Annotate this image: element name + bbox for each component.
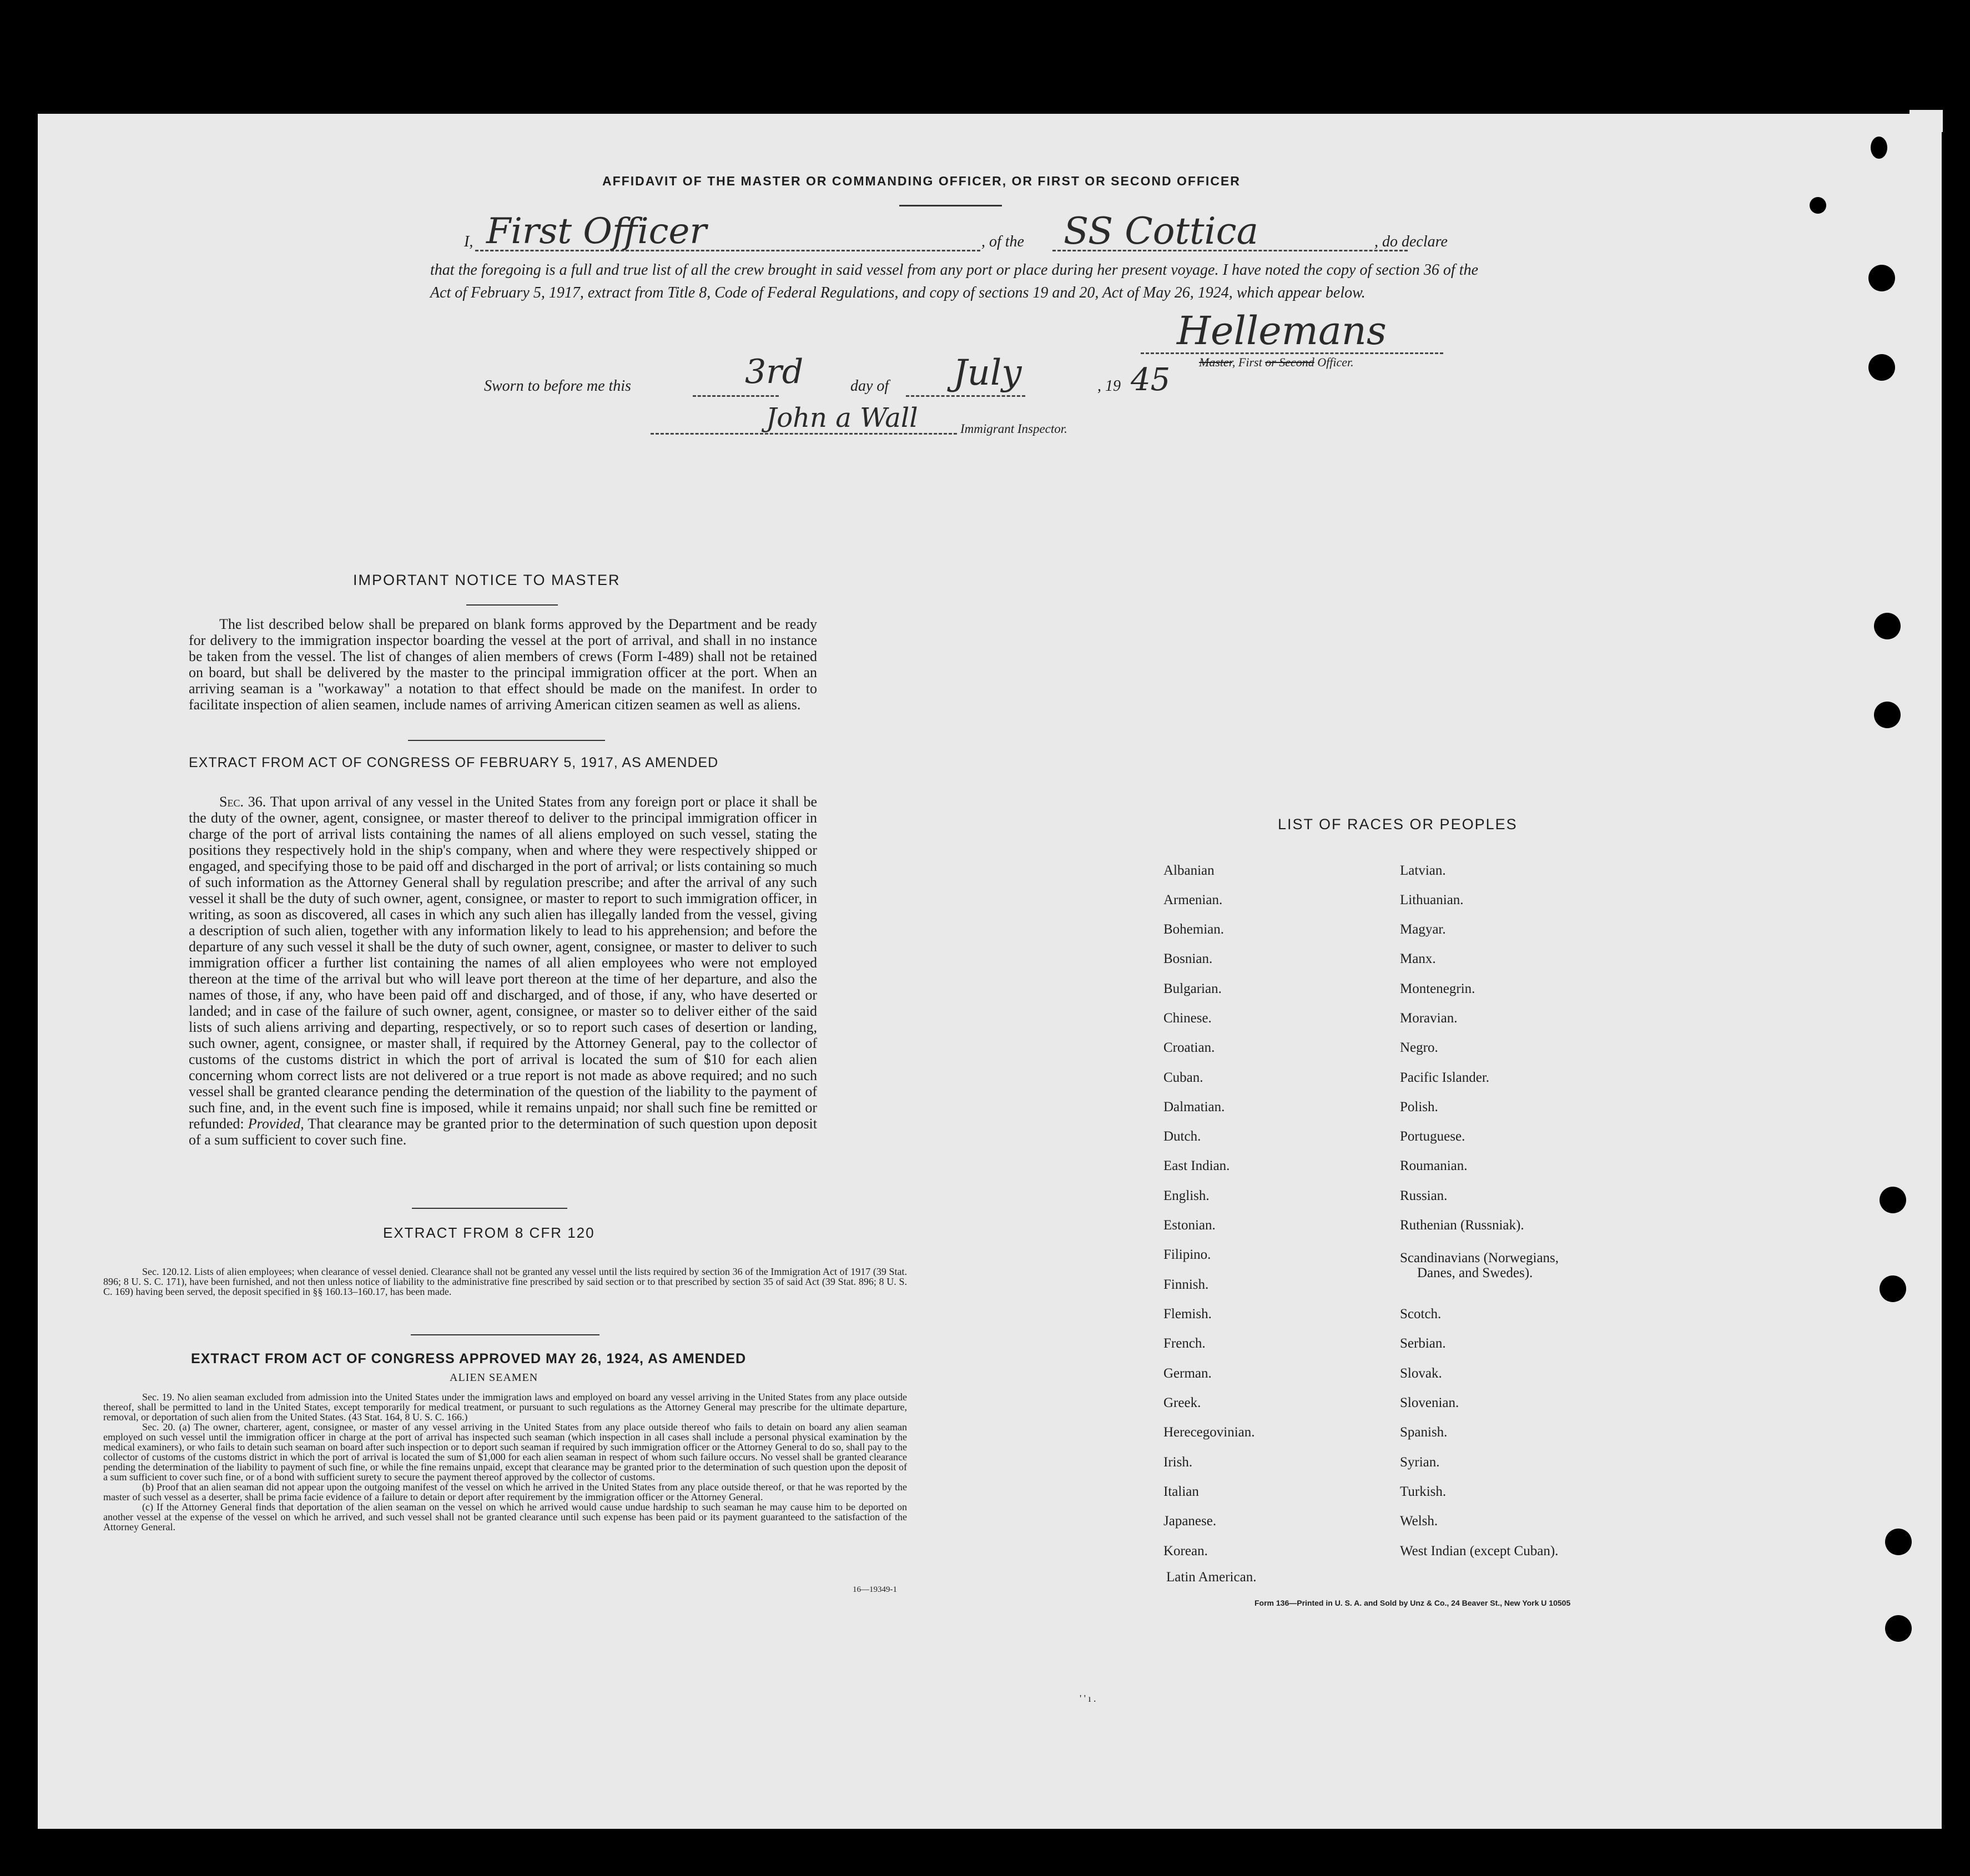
race-item: French. — [1163, 1336, 1206, 1351]
year-printed: , 19 — [1097, 377, 1121, 395]
extract1917-rule — [412, 1208, 567, 1209]
inspector-signature: John a Wall — [766, 402, 918, 433]
act1924-body — [103, 1392, 907, 1532]
act1924-heading: EXTRACT FROM ACT OF CONGRESS APPROVED MAY 26, 1924, AS AMENDED — [191, 1351, 747, 1366]
race-item: Ruthenian (Russniak). — [1400, 1218, 1524, 1233]
race-item: Roumanian. — [1400, 1158, 1468, 1173]
caption-master-struck: Master — [1199, 355, 1232, 369]
affidavit-body: that the foregoing is a full and true list of all the crew brought in said vessel from any port or place during her present voyage. I have noted the copy of section 36 of the Act of February 5, 1917, extract from Title 8, Code of Federal Regulations, and copy of sections 19 and 20, Act of May 26, 1924, which appear below. — [430, 261, 1478, 301]
race-item: Scandinavians (Norwegians, — [1400, 1250, 1559, 1265]
race-item: Portuguese. — [1400, 1129, 1465, 1144]
race-item: Bosnian. — [1163, 951, 1213, 966]
race-item: Polish. — [1400, 1100, 1438, 1114]
race-item: Slovenian. — [1400, 1395, 1459, 1410]
notice-heading: IMPORTANT NOTICE TO MASTER — [353, 572, 621, 588]
race-item: Bohemian. — [1163, 922, 1225, 937]
race-item: Bulgarian. — [1163, 981, 1222, 996]
day-blank — [693, 395, 779, 397]
punch-hole — [1885, 1529, 1912, 1555]
punch-hole — [1868, 354, 1895, 381]
race-item: Cuban. — [1163, 1070, 1203, 1085]
cfr-rule — [411, 1334, 599, 1335]
race-item: Latin American. — [1166, 1570, 1257, 1585]
notice-body: The list described below shall be prepared on blank forms approved by the Department and be ready for delivery to the immigration inspector boarding the vessel at the port of arrival, and shall in no instance be taken from the vessel. The list of changes of alien members of crews (Form I-489) shall not be retained on board, but shall be delivered by the master to the principal immigration officer at the port. When an arriving seaman is a "workaway" a notation to that effect should be made on the manifest. In order to facilitate inspection of alien seamen, include names of arriving American citizen seamen as well as aliens. — [189, 616, 817, 713]
sec19-text: Sec. 19. No alien seaman excluded from admission into the United States under the immigration laws and employed on board any vessel arriving in the United States from any place outside thereof, shall be permitted to land in the United States, except temporarily for medical treatment, or pursuant to such regulations as the Attorney General may prescribe for the ultimate departure, removal, or deportation of such alien from the United States. (43 Stat. 164, 8 U. S. C. 166.) — [103, 1391, 907, 1423]
do-declare-label: , do declare — [1374, 233, 1448, 250]
month-blank — [906, 395, 1025, 397]
inspector-caption: Immigrant Inspector. — [960, 422, 1067, 436]
race-item: Albanian — [1163, 863, 1215, 878]
race-item: East Indian. — [1163, 1158, 1230, 1173]
race-item: Dutch. — [1163, 1129, 1201, 1144]
race-item: Korean. — [1163, 1544, 1208, 1559]
sec20a-text: Sec. 20. (a) The owner, charterer, agent, consignee, or master of any vessel arriving in the United States from any place outside thereof who fails to detain on board any alien seaman employed on such vessel until the immigration officer in charge at the port of arrival has inspected such seaman (which inspection in all cases shall include a personal physical examination by the medical examiners), or who fails to detain such seaman on board after such inspection or to deport such seaman if required by such immigration officer or the Attorney General to do so, shall pay to the collector of customs of the customs district in which the port of arrival is located the sum of $1,000 for each alien seaman in respect of whom such failure occurs. No vessel shall be granted clearance pending the determination of the liability to payment of such fine, or while the fine remains unpaid, except that clearance may be granted prior to the determination of such question upon the deposit of a sum sufficient to cover such fine, or of a bond with sufficient surety to secure the payment thereof approved by the collector of customs. — [103, 1421, 907, 1482]
race-item: Russian. — [1400, 1188, 1448, 1203]
act1924-subheading: ALIEN SEAMEN — [450, 1371, 538, 1384]
extract1917-body — [189, 794, 817, 1148]
race-item: Slovak. — [1400, 1366, 1442, 1381]
race-item: Lithuanian. — [1400, 892, 1464, 907]
race-item: Scotch. — [1400, 1307, 1442, 1322]
race-item: Magyar. — [1400, 922, 1446, 937]
affidavit-heading: AFFIDAVIT OF THE MASTER OR COMMANDING OFFICER, OR FIRST OR SECOND OFFICER — [602, 174, 1241, 188]
punch-hole — [1810, 197, 1826, 214]
punch-hole — [1868, 265, 1895, 291]
caption-second-struck: or Second — [1265, 355, 1314, 369]
form-code: 16—19349-1 — [853, 1585, 897, 1594]
caption-first: , First — [1232, 355, 1266, 369]
day-handwritten: 3rd — [745, 352, 804, 391]
sworn-prefix: Sworn to before me this — [484, 377, 631, 395]
race-item: Manx. — [1400, 951, 1436, 966]
page-mark: ' ' ı . — [1080, 1693, 1096, 1704]
officer-handwritten: First Officer — [486, 211, 707, 252]
race-item: Italian — [1163, 1484, 1199, 1499]
race-item: Filipino. — [1163, 1247, 1211, 1262]
notice-rule — [466, 604, 558, 606]
race-item: Welsh. — [1400, 1514, 1438, 1529]
affidavit-heading-rule — [899, 205, 1002, 206]
month-handwritten: July — [953, 352, 1022, 394]
race-item: Pacific Islander. — [1400, 1070, 1490, 1085]
punch-hole — [1880, 1275, 1906, 1302]
of-the-label: , of the — [981, 233, 1024, 250]
signature-caption — [1199, 355, 1354, 370]
race-item: Spanish. — [1400, 1425, 1448, 1440]
footer-form: Form 136—Printed in U. S. A. and Sold by Unz & Co., 24 Beaver St., New York U 10505 — [1254, 1598, 1571, 1607]
race-item: German. — [1163, 1366, 1212, 1381]
race-item: Danes, and Swedes). — [1417, 1265, 1533, 1280]
notice-bottom-rule — [408, 740, 605, 741]
sec36-text: That upon arrival of any vessel in the United States from any foreign port or place it shall be the duty of the owner, agent, consignee, or master thereof to deliver to the principal immigration officer in charge of the port of arrival lists containing the names of all aliens employed on such vessel, stating the positions they respectively hold in the ship's company, when and where they were respectively shipped or engaged, and specifying those to be paid off and discharged in the port of arrival; or lists containing so much of such information as the Attorney General shall by regulation prescribe; and after the arrival of any such vessel it shall be the duty of such owner, agent, consignee, or master to report to such immigration officer, in writing, as soon as discovered, all cases in which any such alien has illegally landed from the vessel, giving a description of such alien, together with any information likely to lead to his apprehension; and before the departure of any such vessel it shall be the duty of such owner, agent, consignee, or master to deliver to such immigration officer a further list containing the names of all alien employees who were not employed thereon at the time of the arrival but who will leave port thereon at the time of her departure, and also the names of those, if any, who have been paid off and discharged, and of those, if any, who have deserted or landed; and in case of the failure of such owner, agent, consignee, or master so to deliver either of the said lists of such aliens arriving and departing, respectively, or so to report such cases of desertion or landing, such owner, agent, consignee, or master shall, if required by the Attorney General, pay to the collector of customs of the customs district in which the port of arrival is located the sum of $10 for each alien concerning whom correct lists are not delivered or a true report is not made as above required; and no such vessel shall be granted clearance pending the determination of the question of the liability to the payment of such fine, and, in the event such fine is imposed, while it remains unpaid; nor shall such fine be remitted or refunded: — [189, 794, 817, 1132]
race-item: Flemish. — [1163, 1307, 1212, 1322]
race-item: English. — [1163, 1188, 1210, 1203]
paper-corner — [1909, 110, 1943, 132]
punch-hole — [1874, 702, 1901, 728]
race-item: Estonian. — [1163, 1218, 1216, 1233]
line1-prefix: I, — [464, 233, 473, 250]
race-item: Japanese. — [1163, 1514, 1217, 1529]
race-item: Serbian. — [1400, 1336, 1446, 1351]
inspector-blank — [651, 433, 957, 435]
race-item: Greek. — [1163, 1395, 1201, 1410]
race-item: Herecegovinian. — [1163, 1425, 1255, 1440]
signature-blank — [1141, 352, 1443, 354]
punch-hole — [1874, 613, 1901, 639]
race-item: Latvian. — [1400, 863, 1446, 878]
sec36-label: Sec. 36. — [219, 794, 266, 810]
race-item: Armenian. — [1163, 892, 1223, 907]
punch-hole — [1885, 1615, 1912, 1642]
caption-officer: Officer. — [1314, 355, 1354, 369]
race-item: Syrian. — [1400, 1455, 1440, 1470]
punch-hole — [1880, 1187, 1906, 1213]
race-item: West Indian (except Cuban). — [1400, 1544, 1559, 1559]
race-item: Irish. — [1163, 1455, 1193, 1470]
master-signature: Hellemans — [1177, 308, 1387, 354]
races-heading: LIST OF RACES OR PEOPLES — [1278, 816, 1518, 833]
race-item: Montenegrin. — [1400, 981, 1475, 996]
extract1917-heading: EXTRACT FROM ACT OF CONGRESS OF FEBRUARY 5, 1917, AS AMENDED — [189, 755, 719, 770]
day-of-label: day of — [850, 377, 889, 395]
race-item: Turkish. — [1400, 1484, 1447, 1499]
sec36-provided: Provided, — [248, 1116, 304, 1132]
race-item: Croatian. — [1163, 1040, 1215, 1055]
race-item: Negro. — [1400, 1040, 1438, 1055]
race-item: Chinese. — [1163, 1011, 1212, 1026]
cfr-heading: EXTRACT FROM 8 CFR 120 — [383, 1224, 595, 1241]
race-item: Moravian. — [1400, 1011, 1458, 1026]
sec20b-text: (b) Proof that an alien seaman did not appear upon the outgoing manifest of the vessel on which he arrived in the United States from any place outside thereof, or that he was reported by the master of such vessel as a deserter, shall be prima facie evidence of a failure to detain or deport after requirement by the immigration officer or the Attorney General. — [103, 1481, 907, 1502]
cfr-body: Sec. 120.12. Lists of alien employees; when clearance of vessel denied. Clearance shall not be granted any vessel until the lists required by section 36 of the Immigration Act of 1917 (39 Stat. 896; 8 U. S. C. 171), have been furnished, and not then unless notice of liability to the administrative fine prescribed by said section or to that prescribed by section 35 of said Act (39 Stat. 896; 8 U. S. C. 169) having been served, the deposit specified in §§ 160.13–160.17, has been made. — [103, 1266, 907, 1297]
race-item: Finnish. — [1163, 1277, 1209, 1292]
year-handwritten: 45 — [1131, 362, 1171, 398]
sec20c-text: (c) If the Attorney General finds that deportation of the alien seaman on the vessel on which he arrived would cause undue hardship to such seaman he may cause him to be deported on another vessel at the expense of the vessel on which he arrived, and such vessel shall not be granted clearance until such expense has been paid or its payment guaranteed to the satisfaction of the Attorney General. — [103, 1501, 907, 1532]
race-item: Dalmatian. — [1163, 1100, 1225, 1114]
punch-hole — [1871, 137, 1887, 159]
sec36-tail: That clearance may be granted prior to the determination of such question upon deposit of a sum sufficient to cover such fine. — [189, 1116, 818, 1148]
vessel-handwritten: SS Cottica — [1064, 210, 1258, 253]
